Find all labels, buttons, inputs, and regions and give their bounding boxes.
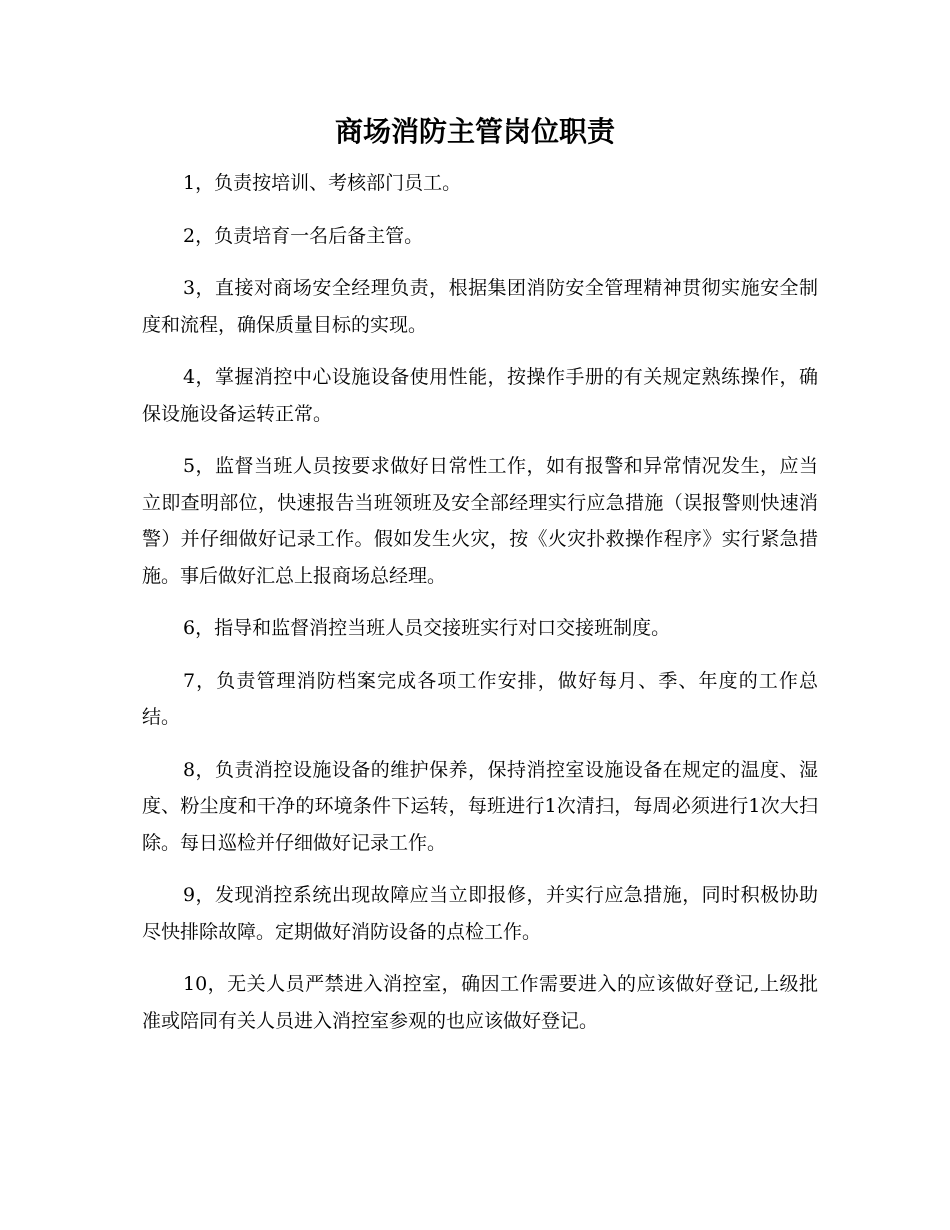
paragraph-5: 5，监督当班人员按要求做好日常性工作，如有报警和异常情况发生，应当立即查明部位，快速报告当班领班及安全部经理实行应急措施（误报警则快速消警）并仔细做好记录工作。假如发生火灾，按《火灾扑救操作程序》实行紧急措施。事后做好汇总上报商场总经理。 — [142, 455, 818, 587]
paragraph-8: 8，负责消控设施设备的维护保养，保持消控室设施设备在规定的温度、湿度、粉尘度和干净的环境条件下运转，每班进行1次清扫，每周必须进行1次大扫除。每日巡检并仔细做好记录工作。 — [142, 758, 818, 854]
paragraph-1: 1，负责按培训、考核部门员工。 — [183, 172, 462, 194]
paragraph-4: 4，掌握消控中心设施设备使用性能，按操作手册的有关规定熟练操作，确保设施设备运转正常。 — [142, 366, 818, 425]
document-title: 商场消防主管岗位职责 — [334, 115, 615, 148]
paragraph-9: 9，发现消控系统出现故障应当立即报修，并实行应急措施，同时积极协助尽快排除故障。定期做好消防设备的点检工作。 — [142, 884, 818, 943]
paragraph-7: 7，负责管理消防档案完成各项工作安排，做好每月、季、年度的工作总结。 — [142, 669, 818, 728]
paragraph-3: 3，直接对商场安全经理负责，根据集团消防安全管理精神贯彻实施安全制度和流程，确保质量目标的实现。 — [142, 277, 818, 336]
paragraph-10: 10，无关人员严禁进入消控室，确因工作需要进入的应该做好登记,上级批准或陪同有关人员进入消控室参观的也应该做好登记。 — [142, 973, 818, 1032]
document-body — [142, 165, 818, 1055]
paragraph-2: 2，负责培育一名后备主管。 — [183, 224, 424, 247]
paragraph-6: 6，指导和监督消控当班人员交接班实行对口交接班制度。 — [183, 617, 671, 639]
